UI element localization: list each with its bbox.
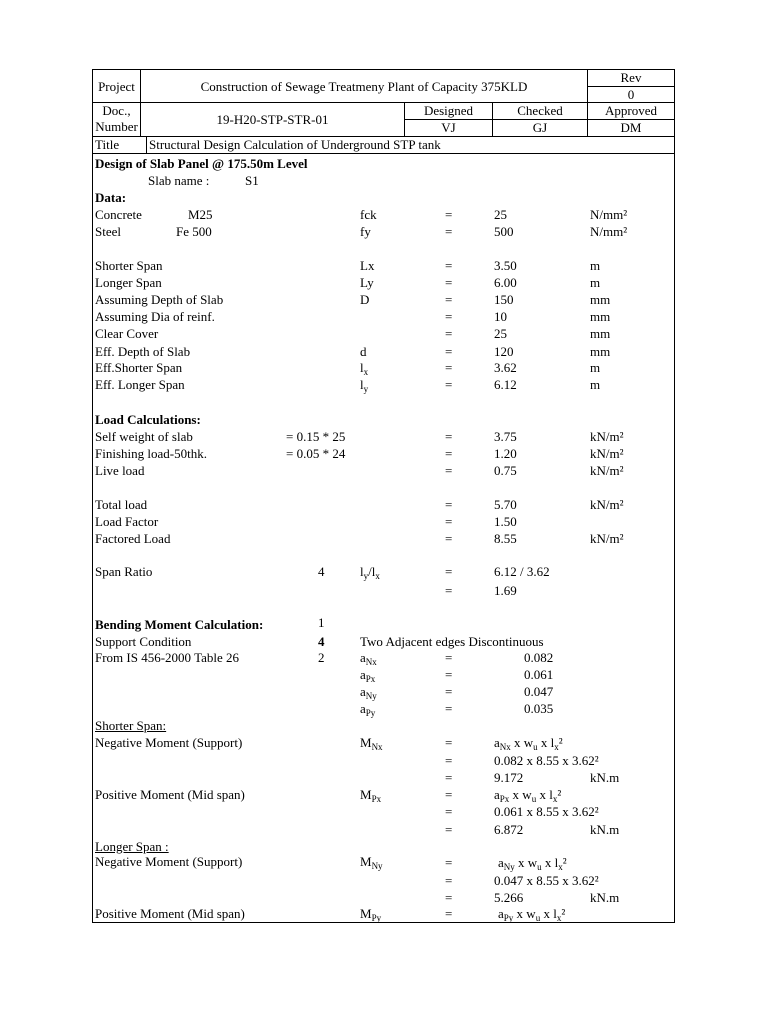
span-ratio-result: 1.69 [494, 583, 517, 598]
row-symbol: $l_x$ [360, 360, 369, 377]
moment-symbol: $M_{Nx}$ [360, 735, 383, 752]
moment-label: Negative Moment (Support) [95, 735, 243, 750]
support-value: Two Adjacent edges Discontinuous [360, 634, 544, 649]
coef-value: 0.035 [524, 701, 554, 716]
rev-label: Rev [588, 70, 674, 87]
table-label: From IS 456-2000 Table 26 [95, 650, 240, 665]
moment-subst: 0.082 x 8.55 x 3.62² [494, 753, 599, 768]
span-ratio-label: Span Ratio [95, 564, 153, 579]
row-unit: mm [590, 309, 611, 324]
row-formula: = 0.15 * 25 [286, 429, 346, 444]
row-unit: m [590, 377, 601, 392]
row-value: 3.50 [494, 258, 517, 273]
row-label: Clear Cover [95, 326, 159, 341]
coef-eq: = [445, 684, 453, 699]
coef-symbol: $a_{Ny}$ [360, 684, 377, 701]
row-eq: = [445, 309, 453, 324]
row-label: Steel [95, 224, 121, 239]
shorter-span-heading: Shorter Span: [95, 718, 167, 733]
row-label: Factored Load [95, 531, 171, 546]
designed-label: Designed [405, 103, 493, 120]
moment-eq: = [445, 906, 453, 921]
table-num: 2 [318, 650, 325, 665]
row-eq: = [445, 377, 453, 392]
row-eq: = [445, 514, 453, 529]
row-value: 120 [494, 344, 514, 359]
coef-eq: = [445, 667, 453, 682]
row-symbol: fck [360, 207, 377, 222]
support-label: Support Condition [95, 634, 192, 649]
row-value: 6.00 [494, 275, 517, 290]
support-num: 4 [318, 634, 325, 649]
row-value: 25 [494, 326, 507, 341]
longer-span-heading: Longer Span : [95, 839, 169, 854]
calculation-sheet [92, 69, 675, 923]
coef-eq: = [445, 701, 453, 716]
data-heading: Data: [95, 190, 127, 205]
coef-value: 0.082 [524, 650, 554, 665]
row-eq: = [445, 326, 453, 341]
row-unit: kN/m² [590, 429, 624, 444]
moment-symbol: $M_{Px}$ [360, 787, 382, 804]
coef-symbol: $a_{Nx}$ [360, 650, 377, 667]
row-eq: = [445, 497, 453, 512]
doc-number: 19-H20-STP-STR-01 [141, 103, 405, 137]
row-value: 3.62 [494, 360, 517, 375]
row-value: 500 [494, 224, 514, 239]
row-eq: = [445, 207, 453, 222]
moment-symbol: $M_{Ny}$ [360, 854, 383, 871]
moment-eq: = [445, 735, 453, 750]
row-label: Concrete [95, 207, 142, 222]
row-label: Eff. Longer Span [95, 377, 185, 392]
span-ratio-eq-2: = [445, 583, 453, 598]
row-eq: = [445, 429, 453, 444]
doc-label-line-1: Doc., [102, 103, 131, 118]
moment-unit: kN.m [590, 890, 620, 905]
moment-eq: = [445, 804, 453, 819]
row-value: 8.55 [494, 531, 517, 546]
load-heading: Load Calculations: [95, 412, 201, 427]
moment-unit: kN.m [590, 770, 620, 785]
row-symbol: $l_y$ [360, 377, 369, 394]
row-eq: = [445, 275, 453, 290]
row-symbol: d [360, 344, 367, 359]
bending-heading: Bending Moment Calculation: [95, 617, 264, 632]
header-table [93, 70, 674, 154]
coef-symbol: $a_{Px}$ [360, 667, 376, 684]
moment-subst: 0.047 x 8.55 x 3.62² [494, 873, 599, 888]
moment-eq: = [445, 873, 453, 888]
moment-label: Positive Moment (Mid span) [95, 906, 245, 921]
section-heading: Design of Slab Panel @ 175.50m Level [95, 156, 308, 171]
project-name: Construction of Sewage Treatmeny Plant of Capacity 375KLD [141, 70, 588, 103]
moment-subst: 0.061 x 8.55 x 3.62² [494, 804, 599, 819]
moment-formula: $a_{Ny}$ x $w_u$ x $l_x^2$ [498, 855, 567, 872]
moment-formula: $a_{Nx}$ x $w_u$ x $l_x^2$ [494, 735, 563, 752]
moment-symbol: $M_{Py}$ [360, 906, 382, 923]
checked-value: GJ [493, 120, 588, 137]
row-value: 3.75 [494, 429, 517, 444]
doc-label [93, 103, 141, 137]
row-label: Finishing load-50thk. [95, 446, 207, 461]
row-label: Total load [95, 497, 148, 512]
row-value: 10 [494, 309, 507, 324]
title-value: Structural Design Calculation of Underground STP tank [147, 137, 674, 154]
row-symbol: fy [360, 224, 371, 239]
row-unit: m [590, 275, 601, 290]
moment-formula: $a_{Px}$ x $w_u$ x $l_x^2$ [494, 787, 562, 804]
moment-eq: = [445, 822, 453, 837]
row-label: Eff. Depth of Slab [95, 344, 191, 359]
coef-eq: = [445, 650, 453, 665]
moment-eq: = [445, 770, 453, 785]
row-unit: kN/m² [590, 531, 624, 546]
moment-eq: = [445, 890, 453, 905]
span-ratio-symbol: $l_y/l_x$ [360, 564, 380, 581]
project-label: Project [93, 70, 141, 103]
moment-eq: = [445, 753, 453, 768]
moment-formula: $a_{Py}$ x $w_u$ x $l_x^2$ [498, 906, 566, 923]
row-eq: = [445, 292, 453, 307]
slab-name-value: S1 [245, 173, 259, 188]
row-formula: = 0.05 * 24 [286, 446, 346, 461]
moment-unit: kN.m [590, 822, 620, 837]
rev-value: 0 [588, 87, 674, 103]
row-unit: mm [590, 344, 611, 359]
row-eq: = [445, 463, 453, 478]
moment-result: 6.872 [494, 822, 524, 837]
row-grade: Fe 500 [176, 224, 212, 239]
row-label: Self weight of slab [95, 429, 193, 444]
row-eq: = [445, 258, 453, 273]
coef-symbol: $a_{Py}$ [360, 701, 376, 718]
coef-value: 0.061 [524, 667, 554, 682]
row-grade: M25 [188, 207, 213, 222]
checked-label: Checked [493, 103, 588, 120]
row-label: Assuming Depth of Slab [95, 292, 224, 307]
moment-eq: = [445, 855, 453, 870]
approved-label: Approved [588, 103, 674, 120]
row-unit: m [590, 258, 601, 273]
row-value: 0.75 [494, 463, 517, 478]
span-ratio-expr: 6.12 / 3.62 [494, 564, 550, 579]
row-value: 25 [494, 207, 507, 222]
row-eq: = [445, 531, 453, 546]
row-unit: kN/m² [590, 497, 624, 512]
row-symbol: Ly [360, 275, 374, 290]
moment-eq: = [445, 787, 453, 802]
row-unit: mm [590, 326, 611, 341]
row-unit: kN/m² [590, 463, 624, 478]
row-value: 1.50 [494, 514, 517, 529]
row-value: 150 [494, 292, 514, 307]
row-unit: N/mm² [590, 207, 628, 222]
moment-label: Positive Moment (Mid span) [95, 787, 245, 802]
row-label: Load Factor [95, 514, 159, 529]
coef-value: 0.047 [524, 684, 554, 699]
row-value: 1.20 [494, 446, 517, 461]
approved-value: DM [588, 120, 674, 137]
slab-name-label: Slab name : [148, 173, 210, 188]
doc-label-line-2: Number [95, 119, 138, 134]
designed-value: VJ [405, 120, 493, 137]
row-eq: = [445, 446, 453, 461]
title-label: Title [93, 137, 147, 154]
row-unit: mm [590, 292, 611, 307]
row-unit: kN/m² [590, 446, 624, 461]
row-eq: = [445, 344, 453, 359]
row-label: Shorter Span [95, 258, 163, 273]
row-symbol: Lx [360, 258, 375, 273]
row-value: 6.12 [494, 377, 517, 392]
row-eq: = [445, 224, 453, 239]
moment-result: 9.172 [494, 770, 524, 785]
row-symbol: D [360, 292, 370, 307]
moment-label: Negative Moment (Support) [95, 854, 243, 869]
span-ratio-number: 4 [318, 564, 325, 579]
row-label: Assuming Dia of reinf. [95, 309, 215, 324]
span-ratio-eq: = [445, 564, 453, 579]
bending-heading-num: 1 [318, 615, 325, 630]
row-label: Eff.Shorter Span [95, 360, 183, 375]
row-unit: N/mm² [590, 224, 628, 239]
row-unit: m [590, 360, 601, 375]
moment-result: 5.266 [494, 890, 524, 905]
row-label: Live load [95, 463, 145, 478]
row-label: Longer Span [95, 275, 162, 290]
row-value: 5.70 [494, 497, 517, 512]
row-eq: = [445, 360, 453, 375]
